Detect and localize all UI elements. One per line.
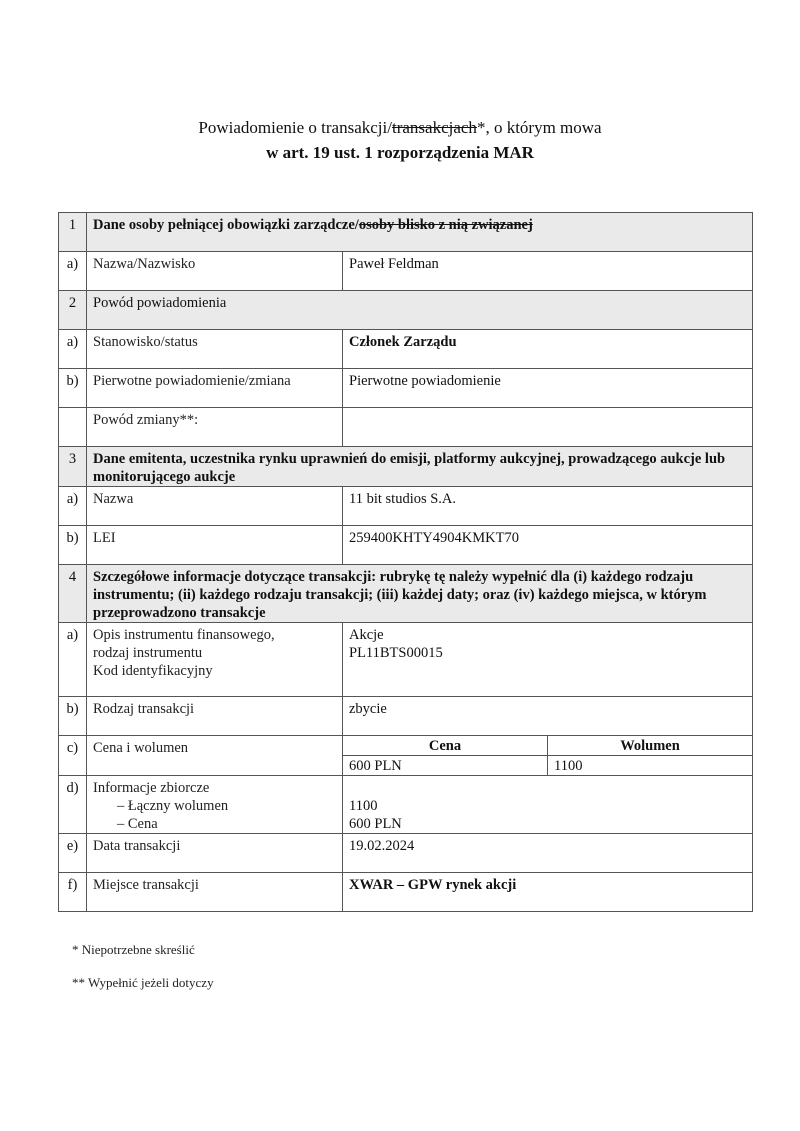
field-label-name: Nazwa/Nazwisko (87, 252, 343, 291)
field-value-lei: 259400KHTY4904KMKT70 (343, 526, 753, 565)
field-label-change-reason: Powód zmiany**: (87, 408, 343, 447)
section-number: 2 (59, 291, 87, 330)
field-label-lei: LEI (87, 526, 343, 565)
row-3b (59, 526, 753, 565)
document-title (0, 115, 800, 165)
section-1-header-text: Dane osoby pełniącej obowiązki zarządcze/ (93, 217, 359, 233)
aggregated-price-label: – Cena (117, 816, 158, 832)
row-4a (59, 623, 753, 697)
row-letter: a) (59, 252, 87, 291)
aggregated-label: Informacje zbiorcze (93, 780, 210, 796)
section-2-header: Powód powiadomienia (87, 291, 753, 330)
notification-form-table (58, 212, 753, 912)
row-4d (59, 776, 753, 834)
row-letter: f) (59, 873, 87, 912)
field-label-notification-type: Pierwotne powiadomienie/zmiana (87, 369, 343, 408)
section-4-header: Szczegółowe informacje dotyczące transakcji: rubrykę tę należy wypełnić dla (i) każdego rodzaju instrumentu; (ii) każdego rodzaju transakcji; (iii) każdej daty; oraz (iv) każdego miejsca, w którym przeprowadzono transakcje (87, 565, 753, 623)
field-value-notification-type: Pierwotne powiadomienie (343, 369, 753, 408)
field-label-instrument (87, 623, 343, 697)
instrument-type-value: Akcje (349, 627, 384, 643)
section-1-header-struck: osoby blisko z nią związanej (358, 217, 533, 233)
section-number: 4 (59, 565, 87, 623)
section-3-header: Dane emitenta, uczestnika rynku uprawnień do emisji, platformy aukcyjnej, prowadzącego aukcje lub monitorującego aukcje (87, 447, 753, 487)
aggregated-volume-label: – Łączny wolumen (117, 798, 229, 814)
row-4c (59, 736, 753, 776)
row-4f (59, 873, 753, 912)
section-number: 1 (59, 213, 87, 252)
row-letter: a) (59, 330, 87, 369)
title-text-end: *, o którym mowa (476, 118, 602, 137)
instrument-label-line-2: rodzaj instrumentu (93, 645, 203, 661)
row-letter: a) (59, 487, 87, 526)
row-letter: c) (59, 736, 87, 776)
row-2b (59, 369, 753, 408)
title-struck-text: transakcjach (391, 118, 477, 137)
price-value: 600 PLN (343, 756, 548, 776)
title-line-1 (0, 115, 800, 140)
field-value-date: 19.02.2024 (343, 834, 753, 873)
field-label-aggregated (87, 776, 343, 834)
field-value-transaction-type: zbycie (343, 697, 753, 736)
field-value-change-reason (343, 408, 753, 447)
field-value-aggregated (343, 776, 753, 834)
row-4e (59, 834, 753, 873)
section-1-header (87, 213, 753, 252)
aggregated-price-value: 600 PLN (349, 816, 402, 832)
section-2-header-row (59, 291, 753, 330)
price-volume-subtable (343, 736, 752, 775)
instrument-code-value: PL11BTS00015 (349, 645, 443, 661)
section-3-header-row (59, 447, 753, 487)
row-2a (59, 330, 753, 369)
field-label-transaction-type: Rodzaj transakcji (87, 697, 343, 736)
aggregated-volume-value: 1100 (349, 798, 378, 814)
field-label-issuer-name: Nazwa (87, 487, 343, 526)
footnote-fill-if-applicable: ** Wypełnić jeżeli dotyczy (72, 975, 214, 990)
field-value-issuer-name: 11 bit studios S.A. (343, 487, 753, 526)
footnote-strike: * Niepotrzebne skreślić (72, 942, 195, 957)
row-letter: b) (59, 697, 87, 736)
title-line-2: w art. 19 ust. 1 rozporządzenia MAR (266, 143, 534, 162)
volume-header: Wolumen (548, 736, 753, 756)
price-volume-subtable-cell (343, 736, 753, 776)
row-1a (59, 252, 753, 291)
field-value-venue: XWAR – GPW rynek akcji (343, 873, 753, 912)
row-2c (59, 408, 753, 447)
field-label-date: Data transakcji (87, 834, 343, 873)
title-text: Powiadomienie o transakcji/ (198, 118, 392, 137)
instrument-label-line-1: Opis instrumentu finansowego, (93, 627, 275, 643)
volume-value: 1100 (554, 758, 583, 774)
field-label-price-volume: Cena i wolumen (87, 736, 343, 776)
section-4-header-row (59, 565, 753, 623)
row-3a (59, 487, 753, 526)
row-letter: d) (59, 776, 87, 834)
row-letter: e) (59, 834, 87, 873)
row-letter: a) (59, 623, 87, 697)
row-4b (59, 697, 753, 736)
field-label-position: Stanowisko/status (87, 330, 343, 369)
field-value-instrument (343, 623, 753, 697)
section-1-header-row (59, 213, 753, 252)
row-letter: b) (59, 369, 87, 408)
section-number: 3 (59, 447, 87, 487)
field-label-venue: Miejsce transakcji (87, 873, 343, 912)
instrument-label-line-3: Kod identyfikacyjny (93, 663, 213, 679)
field-value-name: Paweł Feldman (343, 252, 753, 291)
field-value-position: Członek Zarządu (343, 330, 753, 369)
row-letter-empty (59, 408, 87, 447)
price-header: Cena (343, 736, 548, 756)
row-letter: b) (59, 526, 87, 565)
